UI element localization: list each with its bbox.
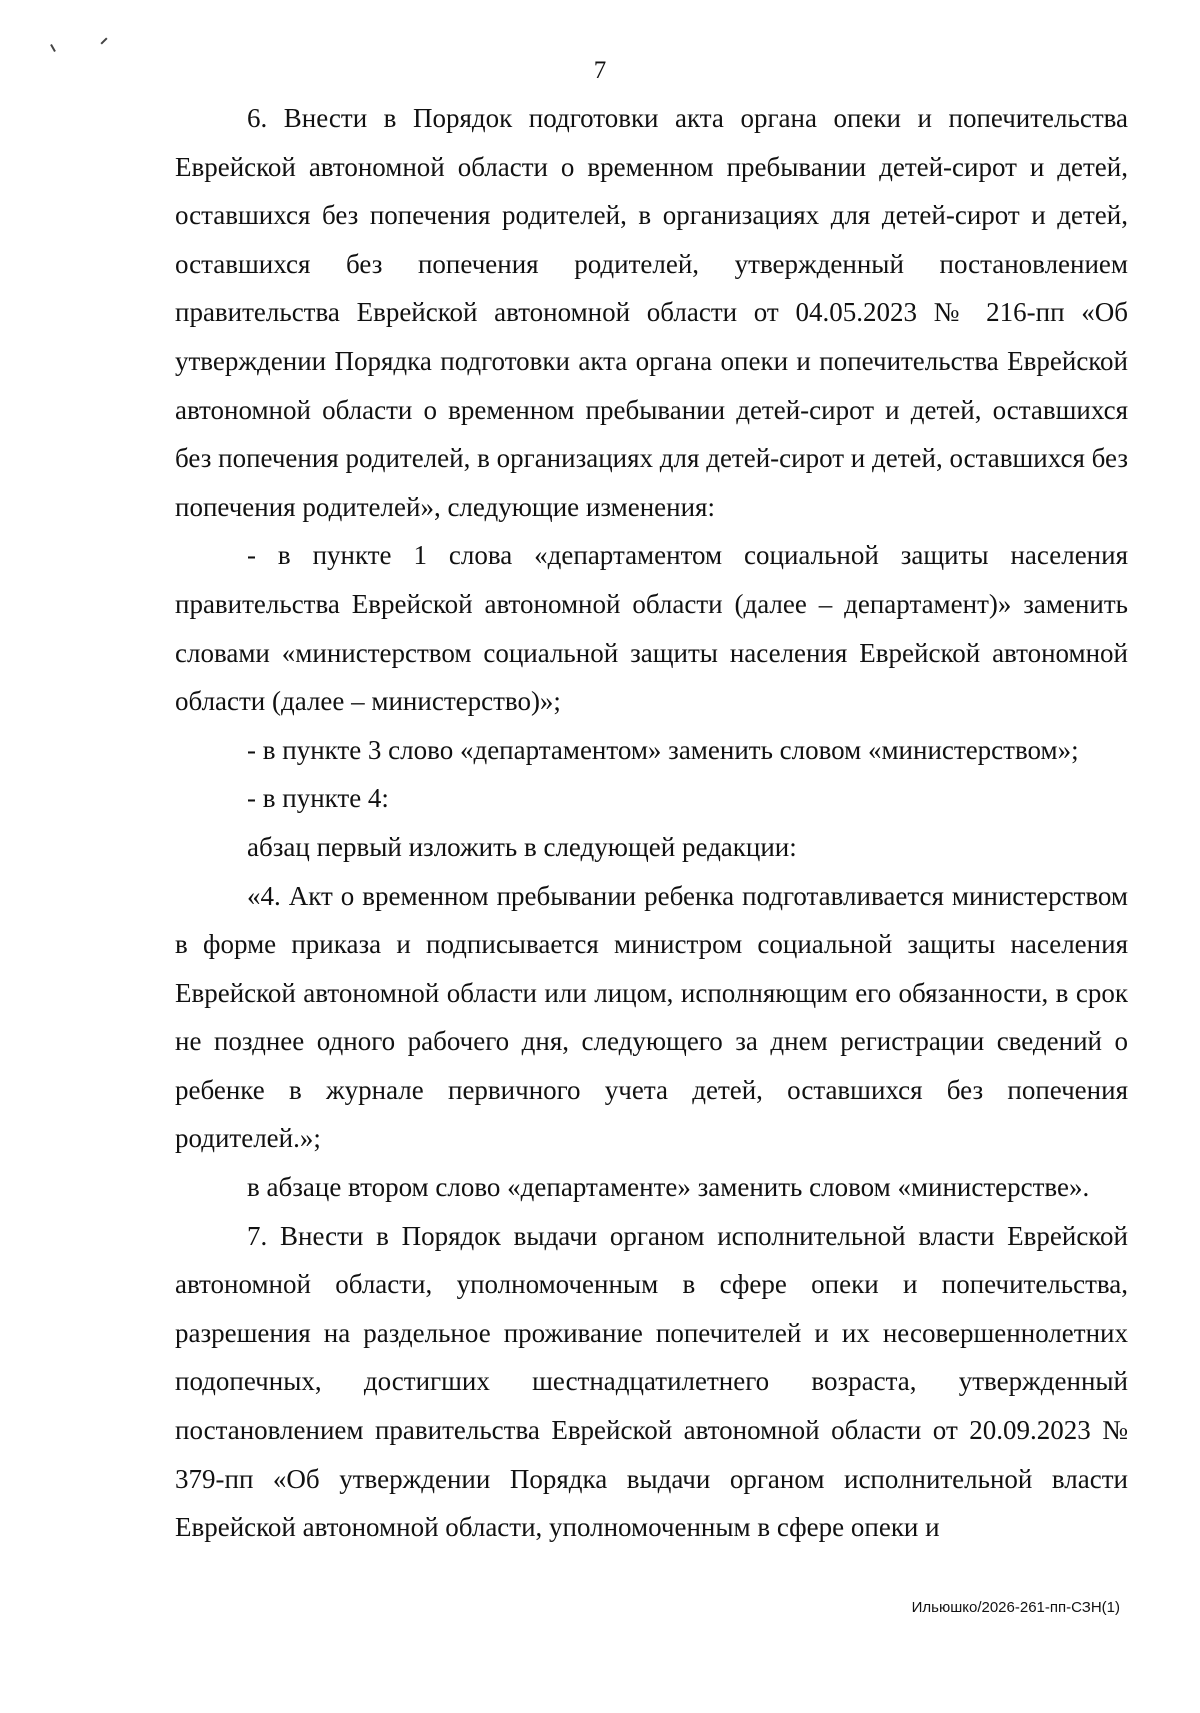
scan-artifact bbox=[100, 37, 107, 44]
document-code: Ильюшко/2026-261-пп-СЗН(1) bbox=[911, 1599, 1120, 1616]
paragraph-item-6: 6. Внести в Порядок подготовки акта органа опеки и попечительства Еврейской автономной области о временном пребывании детей-сирот и детей, оставшихся без попечения родителей, в организациях для детей-сирот и детей, оставшихся без попечения родителей, утвержденный постановлением правительства Еврейской автономной области от 04.05.2023 № 216-пп «Об утверждении Порядка подготовки акта органа опеки и попечительства Еврейской автономной области о временном пребывании детей-сирот и детей, оставшихся без попечения родителей, в организациях для детей-сирот и детей, оставшихся без попечения родителей», следующие изменения: bbox=[175, 103, 1128, 522]
page-number: 7 bbox=[593, 57, 607, 84]
quoted-point-4: «4. Акт о временном пребывании ребенка подготавливается министерством в форме приказа и подписывается министром социальной защиты населения Еврейской автономной области или лицом, исполняющим его обязанности, в срок не позднее одного рабочего дня, следующего за днем регистрации сведений о ребенке в журнале первичного учета детей, оставшихся без попечения родителей.»; bbox=[175, 880, 1128, 1154]
paragraph-second-edit: в абзаце втором слово «департаменте» заменить словом «министерстве». bbox=[247, 1172, 1090, 1203]
amendment-point-4: - в пункте 4: bbox=[247, 783, 389, 814]
amendment-point-1: - в пункте 1 слова «департаментом социальной защиты населения правительства Еврейской автономной области (далее – департамент)» заменить словами «министерством социальной защиты населения Еврейской автономной области (далее – министерство)»; bbox=[175, 540, 1128, 717]
amendment-point-3: - в пункте 3 слово «департаментом» заменить словом «министерством»; bbox=[247, 734, 1079, 765]
paragraph-item-7: 7. Внести в Порядок выдачи органом исполнительной власти Еврейской автономной области, уполномоченным в сфере опеки и попечительства, разрешения на раздельное проживание попечителей и их несовершеннолетних подопечных, достигших шестнадцатилетнего возраста, утвержденный постановлением правительства Еврейской автономной области от 20.09.2023 № 379-пп «Об утверждении Порядка выдачи органом исполнительной власти Еврейской автономной области, уполномоченным в сфере опеки и bbox=[175, 1220, 1128, 1543]
scan-artifact bbox=[50, 44, 56, 52]
paragraph-first-edit: абзац первый изложить в следующей редакции: bbox=[247, 831, 797, 862]
document-body bbox=[175, 94, 1128, 1552]
